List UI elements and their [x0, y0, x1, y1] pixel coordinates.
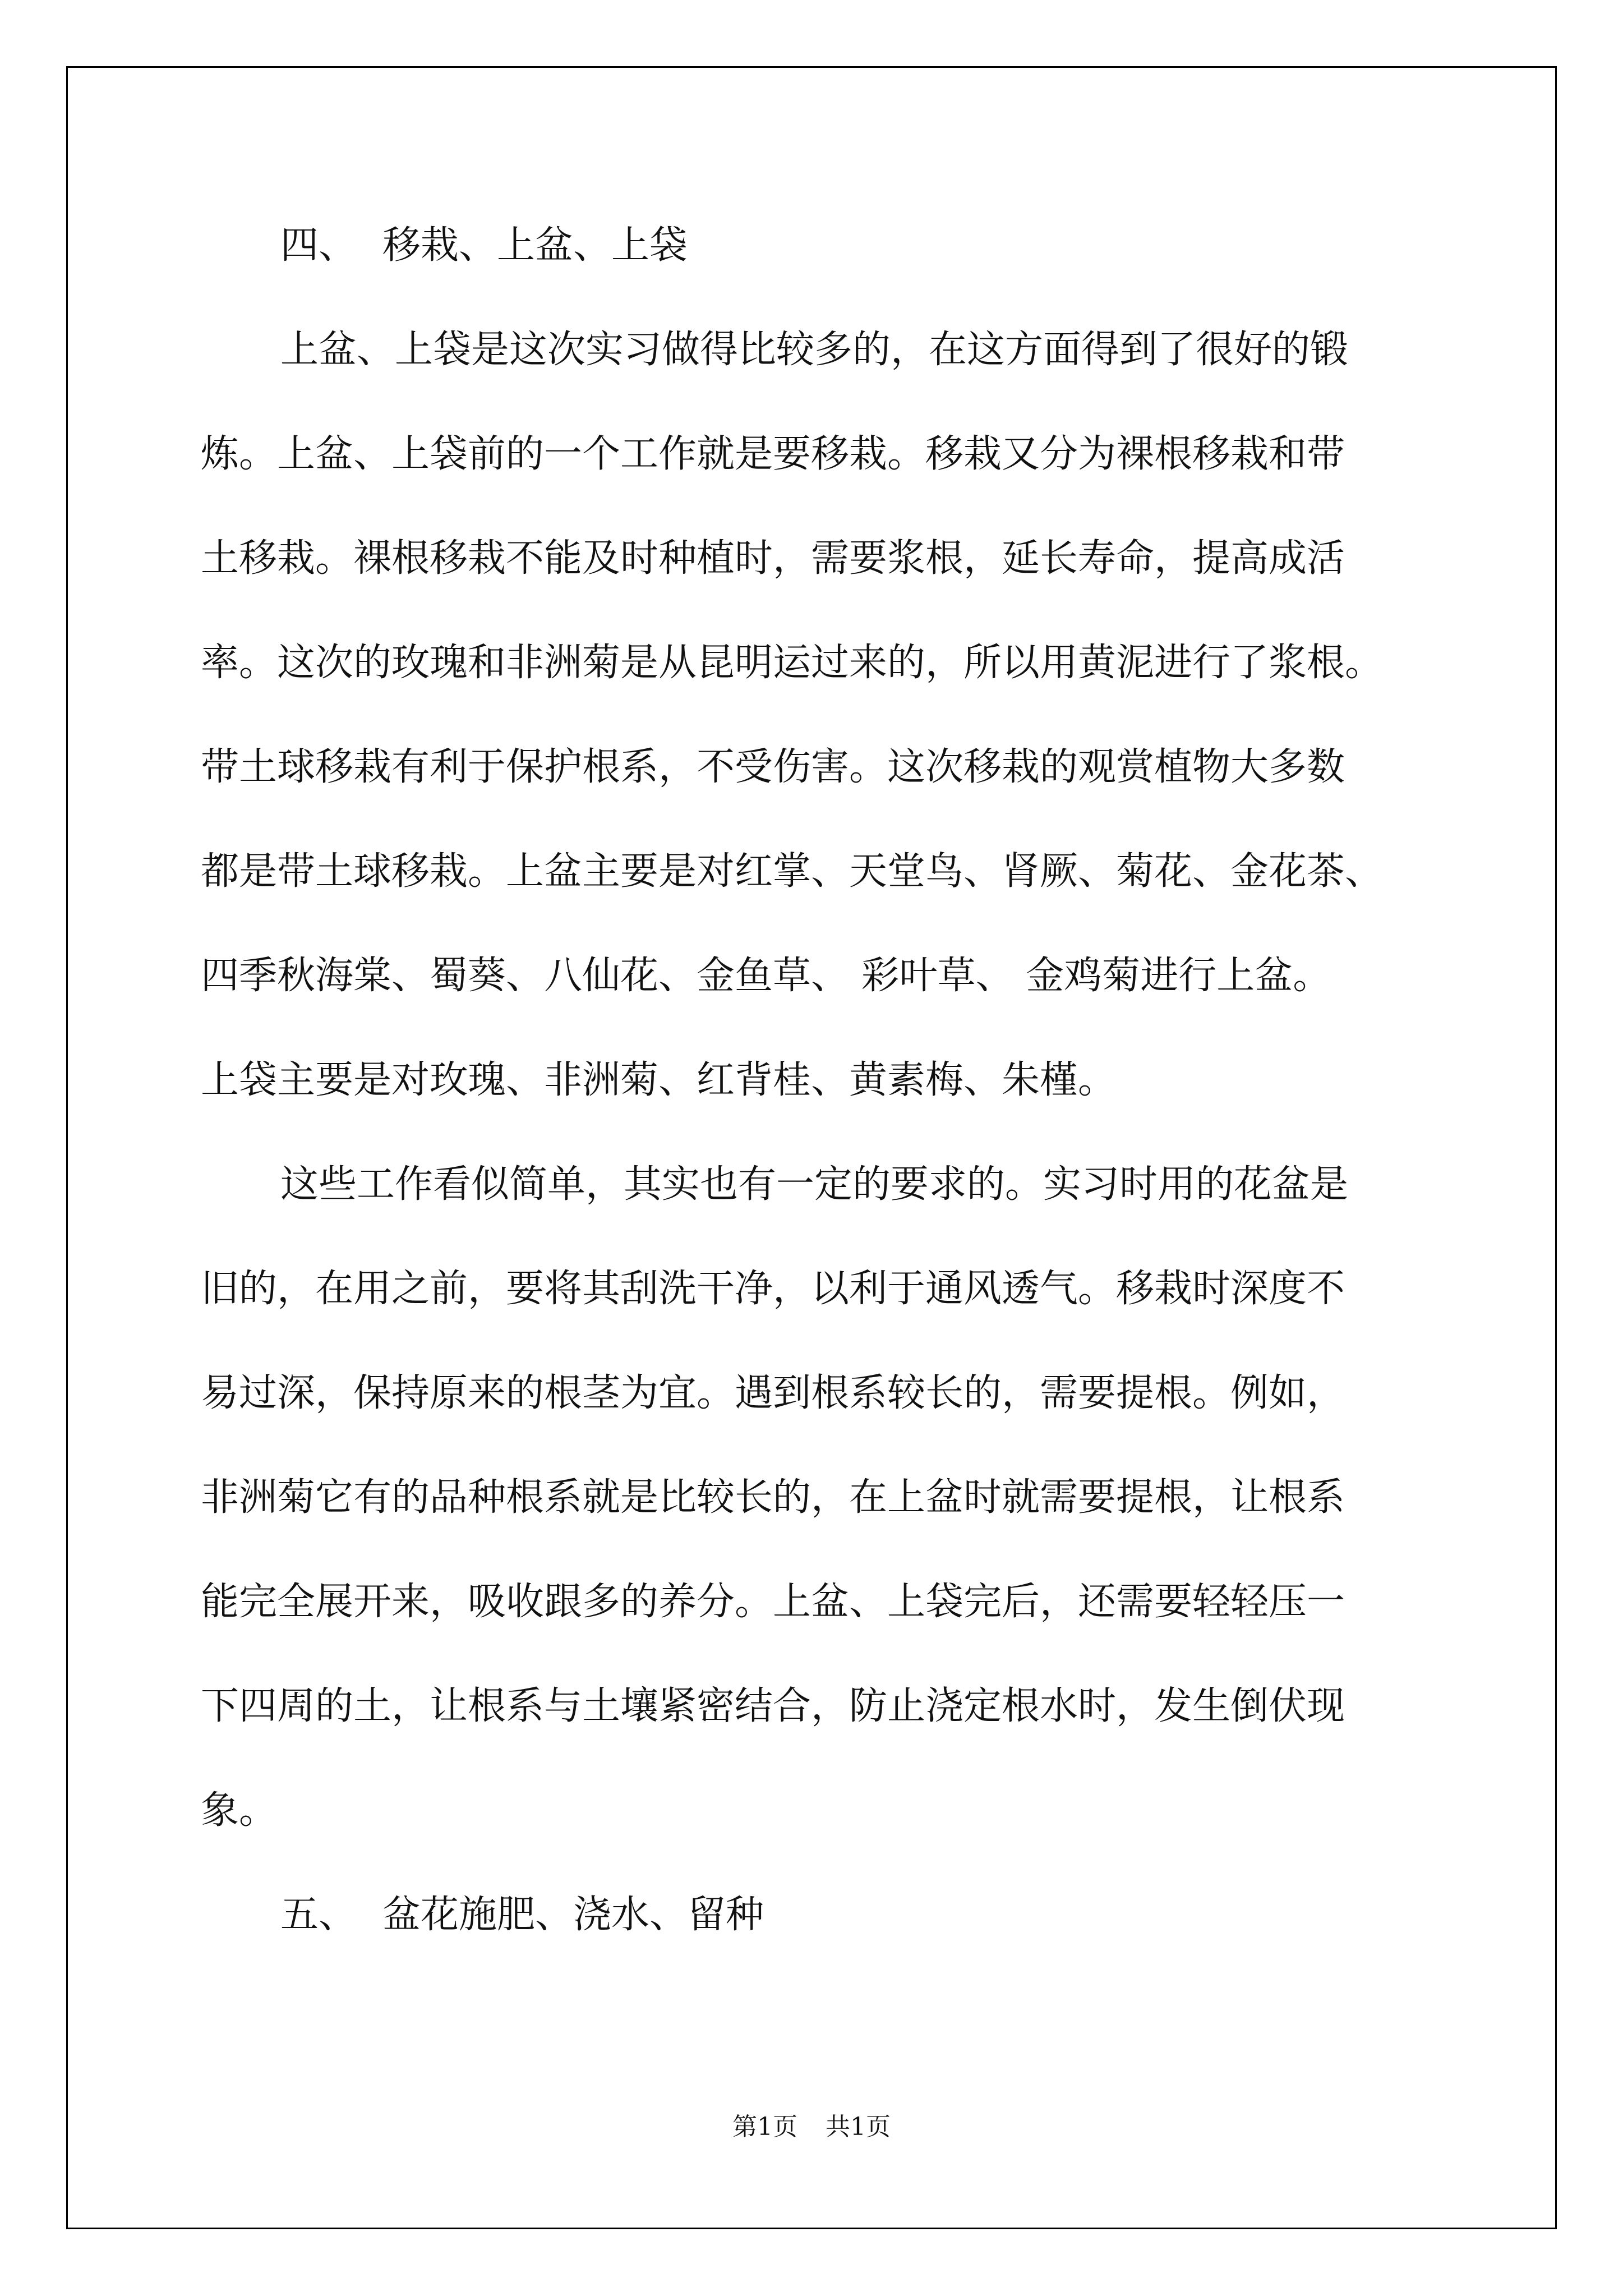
section-title: 盆花施肥、浇水、留种 [382, 1893, 764, 1937]
paragraph-line: 象。 [201, 1788, 278, 1833]
section-title: 移栽、上盆、上袋 [382, 223, 688, 268]
section-heading-4 [280, 223, 688, 268]
section-number: 四、 [280, 223, 357, 268]
paragraph-line: 土移栽。裸根移栽不能及时种植时，需要浆根，延长寿命，提高成活 [201, 536, 1345, 581]
paragraph-line: 非洲菊它有的品种根系就是比较长的，在上盆时就需要提根，让根系 [201, 1475, 1345, 1520]
page-total: 共1页 [826, 2113, 891, 2141]
paragraph-line: 上袋主要是对玫瑰、非洲菊、红背桂、黄素梅、朱槿。 [201, 1058, 1117, 1102]
section-heading-5 [280, 1893, 764, 1937]
paragraph-line: 能完全展开来，吸收跟多的养分。上盆、上袋完后，还需要轻轻压一 [201, 1580, 1345, 1624]
paragraph-line: 炼。上盆、上袋前的一个工作就是要移栽。移栽又分为裸根移栽和带 [201, 432, 1345, 476]
paragraph-line: 易过深，保持原来的根茎为宜。遇到根系较长的，需要提根。例如， [201, 1371, 1345, 1415]
paragraph-line: 带土球移栽有利于保护根系，不受伤害。这次移栽的观赏植物大多数 [201, 745, 1345, 789]
paragraph-line: 这些工作看似简单，其实也有一定的要求的。实习时用的花盆是 [280, 1162, 1349, 1207]
paragraph-line: 四季秋海棠、蜀葵、八仙花、金鱼草、 彩叶草、 金鸡菊进行上盆。 [201, 954, 1331, 998]
section-number: 五、 [280, 1893, 357, 1937]
paragraph-line: 上盆、上袋是这次实习做得比较多的，在这方面得到了很好的锻 [280, 328, 1349, 372]
page-number: 第1页 [732, 2113, 797, 2141]
paragraph-line: 都是带土球移栽。上盆主要是对红掌、天堂鸟、肾厥、菊花、金花茶、 [201, 849, 1384, 894]
paragraph-line: 率。这次的玫瑰和非洲菊是从昆明运过来的，所以用黄泥进行了浆根。 [201, 641, 1384, 685]
paragraph-line: 旧的，在用之前，要将其刮洗干净，以利于通风透气。移栽时深度不 [201, 1267, 1345, 1311]
page-footer [0, 2115, 1623, 2139]
paragraph-line: 下四周的土，让根系与土壤紧密结合，防止浇定根水时，发生倒伏现 [201, 1684, 1345, 1728]
